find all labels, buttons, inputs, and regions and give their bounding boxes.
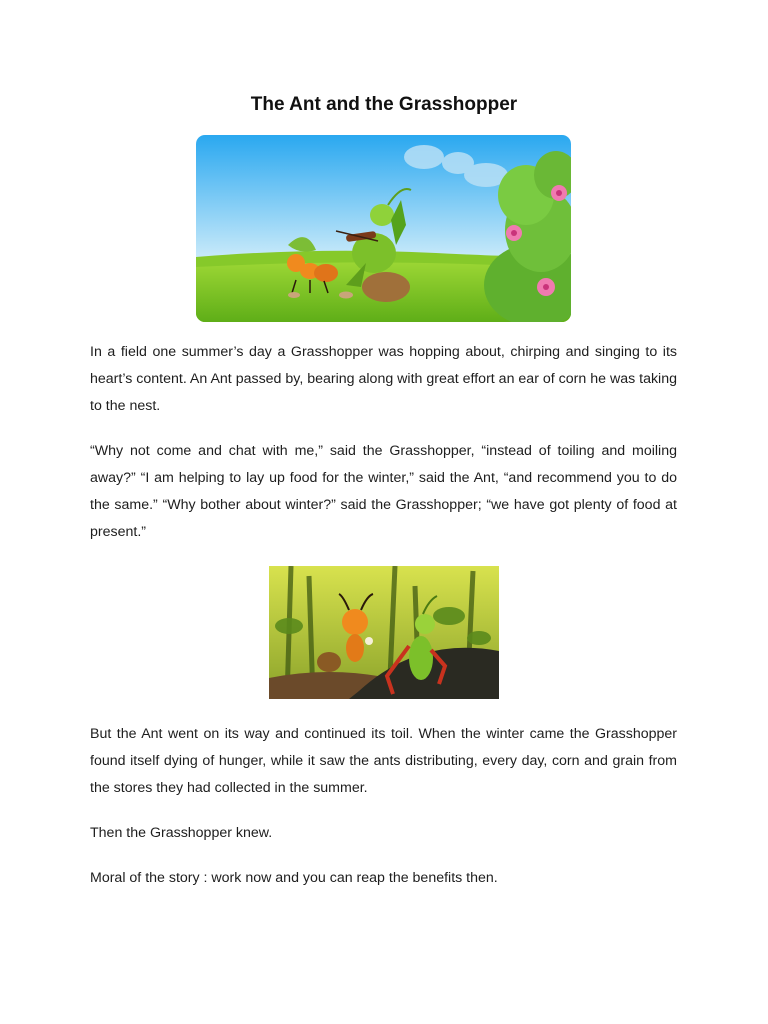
story-paragraph-2: “Why not come and chat with me,” said the Grasshopper, “instead of toiling and moiling away?” “I am helping to lay up food for the winter,” said the Ant, “and recommend you to do the same.” “Why bother about winter?” said the Grasshopper; “we have got plenty of food at present.” xyxy=(90,443,677,540)
story-paragraph-3: But the Ant went on its way and continued its toil. When the winter came the Grasshopper found itself dying of hunger, while it saw the ants distributing, every day, corn and grain from the stores they had collected in the summer. xyxy=(90,726,677,796)
summer-field-illustration xyxy=(196,135,571,322)
acorn xyxy=(317,652,341,672)
rock xyxy=(362,272,410,302)
story-paragraph-1: In a field one summer’s day a Grasshopper was hopping about, chirping and singing to its heart’s content. An Ant passed by, bearing along with great effort an ear of corn he was taking to the nest. xyxy=(90,344,677,414)
document-title: The Ant and the Grasshopper xyxy=(250,94,518,115)
story-paragraph-4: Then the Grasshopper knew. xyxy=(90,825,273,841)
story-moral: Moral of the story : work now and you can reap the benefits then. xyxy=(90,870,498,886)
forest-scene-illustration xyxy=(269,566,499,699)
